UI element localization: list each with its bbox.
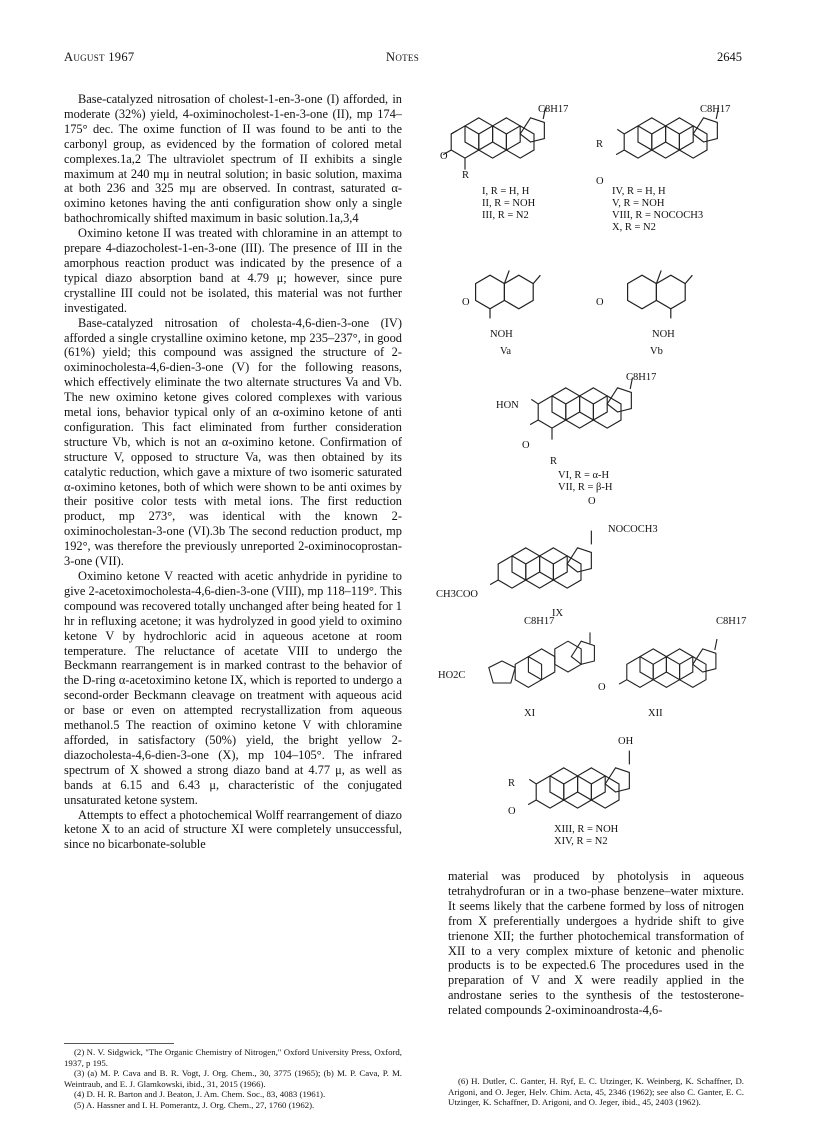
right-column xyxy=(448,869,744,1018)
sidechain-label: C8H17 xyxy=(626,372,657,383)
structure-IX xyxy=(490,531,591,589)
page-number: 2645 xyxy=(717,50,742,64)
structure-Vb xyxy=(628,270,693,318)
sidechain-label: C8H17 xyxy=(524,616,555,627)
structure-Va xyxy=(476,270,541,318)
compound-label: I, R = H, H xyxy=(482,186,530,197)
carbonyl-label: O xyxy=(588,496,596,507)
footnote: (3) (a) M. P. Cava and B. R. Vogt, J. Org. Chem., 30, 3775 (1965); (b) M. P. Cava, P. M. Weintraub, and E. J. Glamkowski, ibid., 31, 2015 (1966). xyxy=(64,1068,402,1089)
paragraph: Oximino ketone V reacted with acetic anhydride in pyridine to give 2-acetoximocholesta-4,6-dien-3-one (VIII), mp 118–119°. This compound was recovered totally unchanged after being heated for 1 hr in refluxing acetone; it was hydrolyzed in good yield to oximino ketone V by hydrochloric acid in aqueous acetone at room temperature. The reluctance of acetate VIII to undergo the Beckmann rearrangement is in marked contrast to the behavior of the D-ring α-acetoximino ketone IX, which is reported to undergo a second-order Beckmann cleavage on treatment with aqueous acid or base or even on attempted recrystallization from aqueous methanol.5 The reaction of oximino ketone V with chloramine afforded, in satisfactory (50%) yield, the bright yellow 2-diazocholesta-4,6-dien-3-one (X), mp 104–105°. The infrared spectrum of X showed a strong diazo band at 4.77 μ, as well as bands at 6.15 and 6.43 μ, characteristic of the conjugated unsaturated ketone system. xyxy=(64,569,402,807)
compound-name: IX xyxy=(552,608,564,619)
compound-name: Va xyxy=(500,346,512,357)
compound-label: VIII, R = NOCOCH3 xyxy=(612,210,704,221)
chemical-structures-figure xyxy=(420,92,780,864)
carbonyl-label: O xyxy=(440,151,448,162)
running-head-journal-date: August 1967 xyxy=(64,50,135,64)
sidechain-label: C8H17 xyxy=(700,104,731,115)
footnotes-left xyxy=(64,1047,402,1111)
compound-label: III, R = N2 xyxy=(482,210,529,221)
acetate-label: CH3COO xyxy=(436,589,479,600)
carbonyl-label: O xyxy=(508,806,516,817)
structure-XI xyxy=(489,632,595,687)
structure-XII xyxy=(619,639,717,687)
r-label: R xyxy=(508,778,516,789)
structure-I-III xyxy=(443,108,545,170)
substituent-label: NOH xyxy=(652,329,675,340)
carbonyl-label: O xyxy=(596,297,604,308)
carbonyl-label: O xyxy=(462,297,470,308)
r-label: R xyxy=(462,170,470,181)
footnote: (5) A. Hassner and I. H. Pomerantz, J. Org. Chem., 27, 1760 (1962). xyxy=(74,1099,315,1110)
compound-label: VII, R = β-H xyxy=(558,482,613,493)
paragraph: Base-catalyzed nitrosation of cholesta-4,6-dien-3-one (IV) afforded a single crystalline oximino ketone, mp 235–237°, in good (61%) yield; this compound was assigned the structure of 2-oximinocholesta-4,6-dien-3-one (V) for the following reasons, which effectively eliminate the two alternate structures Va and Vb. The new oximino ketone gives colored complexes with various metal ions, behavior typical only of an α-oximino ketone of anti configuration. This fact eliminated from further consideration structure Vb, which is not an α-oximino ketone. Confirmation of structure V, opposed to structure Va, was then obtained by its catalytic reduction, which gave a mixture of two isomeric saturated α-oximino ketones, both of which were shown to be anti oximes by their positive color tests with metal ions. The first reduction product, mp 273°, was identical with the known 2-oximinocholestan-3-one (VI).3b The second reduction product, mp 192°, was therefore the previously unreported 2-oximinocoprostan-3-one (VII). xyxy=(64,315,402,569)
sidechain-label: C8H17 xyxy=(538,104,569,115)
paragraph: Oximino ketone II was treated with chloramine in an attempt to prepare 4-diazocholest-1-en-3-one (III). The presence of III in the amorphous reaction product was indicated by the presence of a typical diazo absorption band at 4.79 μ; however, since pure crystalline III could not be isolated, this material was not further investigated. xyxy=(64,226,402,315)
oxime-label: HON xyxy=(496,400,519,411)
compound-name: XI xyxy=(524,708,536,719)
paragraph: Attempts to effect a photochemical Wolff rearrangement of diazo ketone X to an acid of structure XI were completely unsuccessful, since no bicarbonate-soluble xyxy=(64,807,402,852)
carbonyl-label: O xyxy=(522,440,530,451)
substituent-label: NOH xyxy=(490,329,513,340)
compound-label: V, R = NOH xyxy=(612,198,665,209)
carbonyl-label: O xyxy=(596,176,604,187)
running-head-section: Notes xyxy=(386,50,420,64)
carbonyl-label: O xyxy=(598,682,606,693)
compound-label: X, R = N2 xyxy=(612,222,656,233)
sidechain-label: C8H17 xyxy=(716,616,747,627)
footnote-rule xyxy=(64,1043,174,1044)
footnote: (4) D. H. R. Barton and J. Beaton, J. Am. Chem. Soc., 83, 4083 (1961). xyxy=(74,1089,326,1100)
compound-name: XII xyxy=(648,708,663,719)
compound-label: IV, R = H, H xyxy=(612,186,666,197)
structure-IV-X xyxy=(616,108,718,159)
compound-name: Vb xyxy=(650,346,663,357)
substituent-label: NOCOCH3 xyxy=(608,524,658,535)
r-label: R xyxy=(596,139,604,150)
structure-XIII-XIV xyxy=(528,751,629,809)
compound-label: VI, R = α-H xyxy=(558,470,610,481)
footnote: (6) H. Dutler, C. Ganter, H. Ryf, E. C. Utzinger, K. Weinberg, K. Schaffner, D. Arigoni, and O. Jeger, Helv. Chim. Acta, 45, 2346 (1962); see also C. Ganter, E. C. Utzinger, K. Schaffner, D. Arigoni, and O. Jeger, ibid., 45, 2403 (1962). xyxy=(448,1076,744,1108)
paragraph: material was produced by photolysis in aqueous tetrahydrofuran or in a two-phase benzene–water mixture. It seems likely that the carbene formed by loss of nitrogen from X preferentially undergoes a hydride shift to give trienone XII; the further photochemical transformation of XII to a very complex mixture of ketonic and phenolic products is to be expected.6 The procedures used in the preparation of V and X were readily applied in the androstane series to the synthesis of the testosterone-related compounds 2-oximinoandrosta-4,6- xyxy=(448,869,744,1018)
compound-label: XIII, R = NOH xyxy=(554,824,619,835)
left-column xyxy=(64,92,402,852)
structure-VI-VII xyxy=(530,378,632,440)
footnote: (2) N. V. Sidgwick, "The Organic Chemistry of Nitrogen," Oxford University Press, Oxford, 1937, p 195. xyxy=(64,1047,402,1068)
acid-label: HO2C xyxy=(438,670,466,681)
compound-label: XIV, R = N2 xyxy=(554,836,608,847)
r-label: R xyxy=(550,456,558,467)
hydroxyl-label: OH xyxy=(618,736,634,747)
compound-label: II, R = NOH xyxy=(482,198,536,209)
footnotes-right xyxy=(448,1076,744,1108)
paragraph: Base-catalyzed nitrosation of cholest-1-en-3-one (I) afforded, in moderate (32%) yield, 4-oximinocholest-1-en-3-one (II), mp 174–175° dec. The oxime function of II was found to be anti to the carbonyl group, as evidenced by the formation of colored metal complexes.1a,2 The ultraviolet spectrum of II exhibits a single maximum at 240 mμ in neutral solution; in basic solution, maxima at both 236 and 325 mμ are observed. In contrast, saturated α-oximino ketones having the anti configuration show only a single bathochromically shifted maximum in basic solution.1a,3,4 xyxy=(64,92,402,226)
